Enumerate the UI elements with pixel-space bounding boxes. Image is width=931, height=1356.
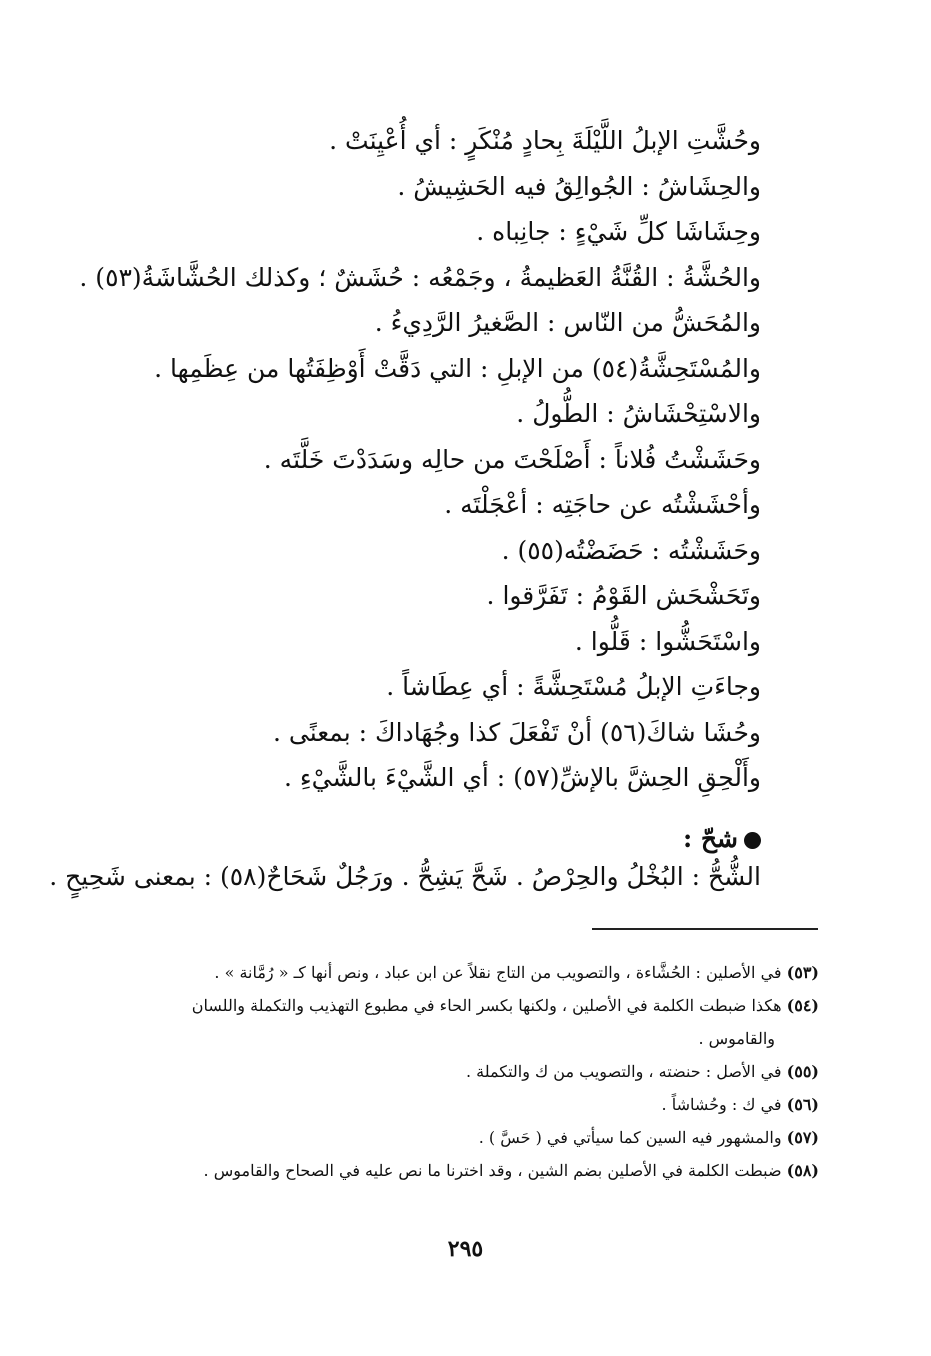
entry-line: وجاءَتِ الإبلُ مُسْتَحِشَّةً : أي عِطَاشاً .: [386, 672, 761, 701]
bullet-icon: [744, 832, 761, 849]
footnote-text: في الأصلين : الحُشَّاءة ، والتصويب من التاج نقلاً عن ابن عباد ، ونص أنها كـ « رُمَّانة » .: [214, 963, 782, 982]
footnote-text: في ك : وحُشاشاً .: [661, 1095, 782, 1114]
footnotes: [99, 956, 819, 1187]
footnote: [99, 1121, 819, 1154]
footnote-text: والمشهور فيه السين كما سيأتي في ( حَسَّ ) .: [478, 1128, 782, 1147]
entry-line: واسْتَحَشُّوا : قَلُّوا .: [574, 626, 761, 656]
section-heading-text: شحّ :: [682, 824, 738, 853]
entry-line: وتَحَشْحَش القَوْمُ : تَفَرَّقوا .: [486, 581, 761, 610]
entry-line: والاسْتِحْشَاشُ : الطُّولُ .: [516, 399, 761, 428]
entry-line: وأحْشَشْتُه عن حاجَتِه : أعْجَلْتَه .: [444, 490, 761, 519]
page-number: ٢٩٥: [447, 1236, 484, 1262]
footnote-number: (٥٣): [786, 963, 819, 982]
footnote: [99, 989, 819, 1022]
footnote-text: ضبطت الكلمة في الأصلين بضم الشين ، وقد اخترنا ما نص عليه في الصحاح والقاموس .: [203, 1161, 782, 1180]
footnote: [99, 1154, 819, 1187]
footnote: [99, 956, 819, 989]
entry-line: وحَشَشْتُه : حَضَضْتُه(٥٥) .: [501, 535, 761, 565]
footnote-number: (٥٥): [786, 1062, 819, 1081]
footnote: [99, 1088, 819, 1121]
footnote: [99, 1055, 819, 1088]
entry-line: وحُشَّتِ الإبلُ اللَّيْلَةَ بِحادٍ مُنْكَرٍ : أي أُعْيِنَتْ .: [329, 126, 761, 155]
entry-line: والمُسْتَحِشَّةُ(٥٤) من الإبلِ : التي دَقَّتْ أَوْظِفَتُها من عِظَمِها .: [154, 353, 761, 383]
section-text: الشُّحُّ : البُخْلُ والحِرْصُ . شَحَّ يَشِحُّ . ورَجُلٌ شَحَاحٌ(٥٨) : بمعنى شَحِيحٍ .: [49, 862, 761, 891]
entry-line: وحِشَاشَا كلِّ شَيْءٍ : جانِباه .: [476, 217, 761, 246]
footnote-text: هكذا ضبطت الكلمة في الأصلين ، ولكنها بكسر الحاء في مطبوع التهذيب والتكملة واللسان: [191, 996, 782, 1015]
footnote-number: (٥٨): [786, 1161, 819, 1180]
footnote-number: (٥٤): [786, 996, 819, 1015]
entry-line: والحُشَّةُ : القُنَّةُ العَظيمةُ ، وجَمْعُه : حُشَشٌ ؛ وكذلك الحُشَّاشَةُ(٥٣) .: [79, 262, 761, 292]
entry-line: وحَشَشْتُ فُلاناً : أَصْلَحْتَ من حالِه وسَدَدْتَ خَلَّتَه .: [263, 444, 761, 474]
entry-line: والمُحَشُّ من النّاس : الصَّغيرُ الرَّدِيءُ .: [374, 308, 761, 337]
entry-line: والحِشَاشُ : الجُوالِقُ فيه الحَشِيشُ .: [397, 171, 761, 201]
footnote-number: (٥٦): [786, 1095, 819, 1114]
entry-line: وأَلْحِقِ الحِشَّ بالإشِّ(٥٧) : أي الشَّيْءَ بالشَّيْءِ .: [284, 763, 761, 792]
section-heading: [121, 822, 761, 856]
footnote-divider: [592, 928, 818, 930]
entry-line: وحُشَا شاكَ(٥٦) أنْ تَفْعَلَ كذا وجُهَاداكَ : بمعنًى .: [272, 717, 761, 747]
footnote-text: في الأصل : حنضته ، والتصويب من ك والتكملة .: [465, 1062, 782, 1081]
footnote-number: (٥٧): [786, 1128, 819, 1147]
footnote-continuation: والقاموس .: [698, 1029, 775, 1048]
section-shh: [49, 822, 761, 898]
main-entries: [79, 118, 761, 801]
